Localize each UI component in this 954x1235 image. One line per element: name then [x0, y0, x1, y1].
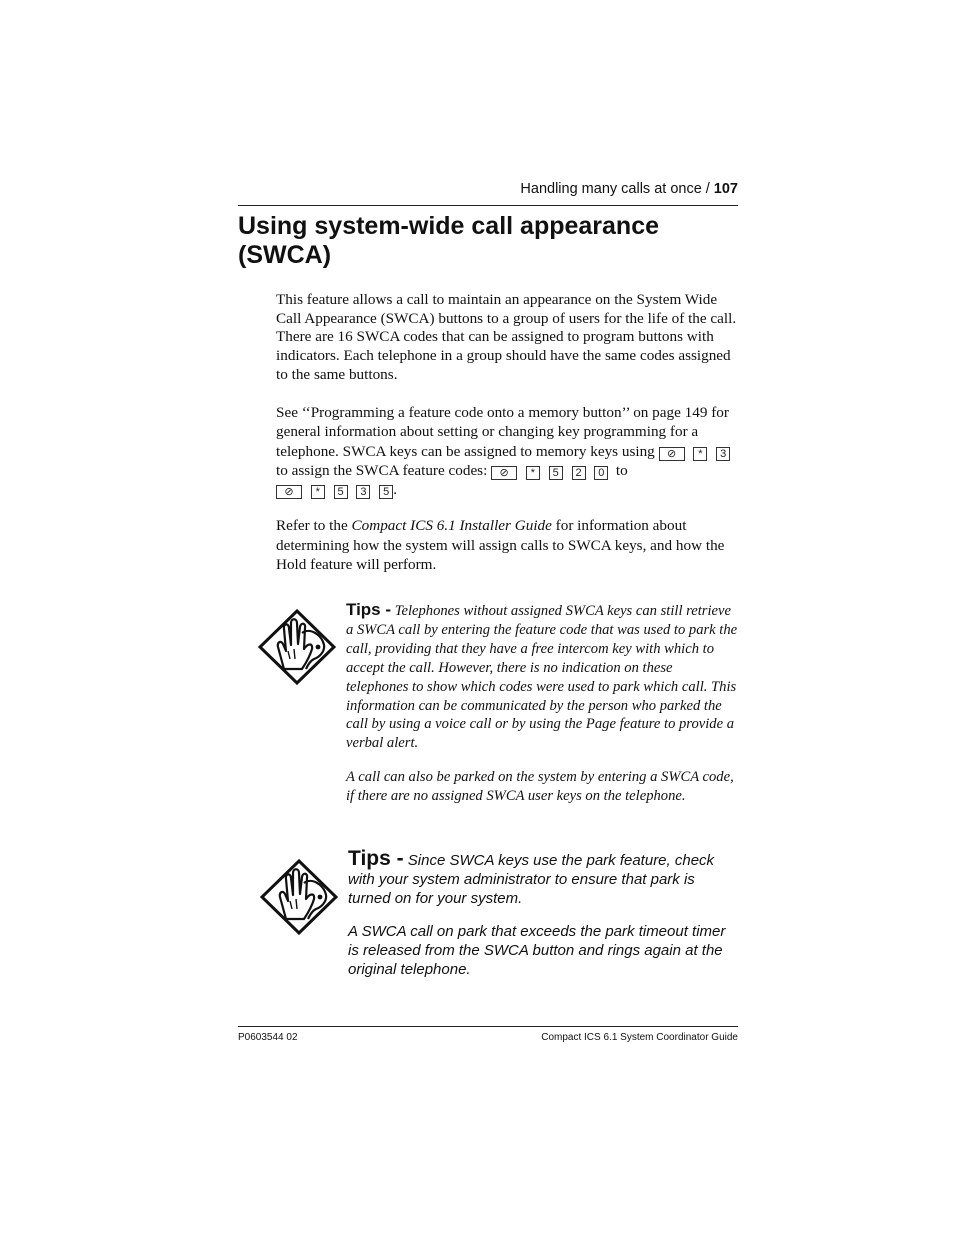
tip-text: Since SWCA keys use the park feature, check with your system administrator to ensure that park is turned on for your system. [348, 852, 715, 907]
digit-5-key: 5 [379, 485, 393, 499]
intro-paragraph: This feature allows a call to maintain an appearance on the System Wide Call Appearance (SWCA) buttons to a group of users for the life of the call. There are 16 SWCA codes that can be assigned to program buttons with indicators. Each telephone in a group should have the same codes assigned to the same buttons. [276, 291, 737, 383]
page-header [238, 179, 738, 206]
tip-text: Telephones without assigned SWCA keys can still retrieve a SWCA call by entering the feature code that was used to park the call, providing that they have a free intercom key with which to accept the call. However, there is no indication on these telephones to show which codes were used to park which call. This information can be communicated by the person who parked the call by using a voice call or by using the Page feature to provide a verbal alert. [346, 603, 738, 752]
tip-note-1 [346, 601, 738, 806]
feature-key: ⊘ [491, 466, 517, 480]
tips-label: Tips - [348, 847, 404, 870]
header-separator: / [705, 181, 710, 197]
programming-paragraph [276, 403, 742, 499]
digit-5-key: 5 [549, 466, 563, 480]
star-key: * [693, 447, 707, 461]
tip-text-extra: A call can also be parked on the system by entering a SWCA code, if there are no assigned SWCA user keys on the telephone. [346, 769, 734, 805]
assign-text: to assign the SWCA feature codes: [276, 461, 488, 479]
digit-3-key: 3 [716, 447, 730, 461]
installer-guide-paragraph [276, 516, 742, 575]
tips-label: Tips - [346, 600, 392, 619]
feature-key: ⊘ [276, 485, 302, 499]
hand-tip-icon [258, 609, 336, 685]
hand-tip-icon [260, 859, 338, 935]
star-key: * [311, 485, 325, 499]
digit-5-key: 5 [334, 485, 348, 499]
tip-note-2 [348, 849, 740, 979]
page-number: 107 [713, 181, 738, 197]
guide-name: Compact ICS 6.1 System Coordinator Guide [541, 1032, 738, 1043]
digit-2-key: 2 [572, 466, 586, 480]
page-title: Using system-wide call appearance (SWCA) [238, 212, 660, 269]
tip-text-extra: A SWCA call on park that exceeds the park timeout timer is released from the SWCA button and rings again at the original telephone. [348, 923, 726, 978]
star-key: * [526, 466, 540, 480]
refer-text: Refer to the [276, 517, 348, 534]
to-text: to [615, 461, 628, 479]
digit-0-key: 0 [594, 466, 608, 480]
installer-guide-title: Compact ICS 6.1 Installer Guide [351, 517, 552, 534]
digit-3-key: 3 [356, 485, 370, 499]
page-footer [238, 1026, 738, 1044]
refer-text-rest: for information about determining how the system will assign calls to SWCA keys, and how the Hold feature will perform. [276, 517, 725, 574]
period: . [393, 481, 397, 499]
programming-text: See ‘‘Programming a feature code onto a memory button’’ on page 149 for general information about setting or changing key programming for a telephone. SWCA keys can be assigned to memory keys using [276, 404, 729, 460]
feature-key: ⊘ [659, 447, 685, 461]
document-number: P0603544 02 [238, 1032, 298, 1043]
header-section-title: Handling many calls at once [520, 181, 702, 197]
